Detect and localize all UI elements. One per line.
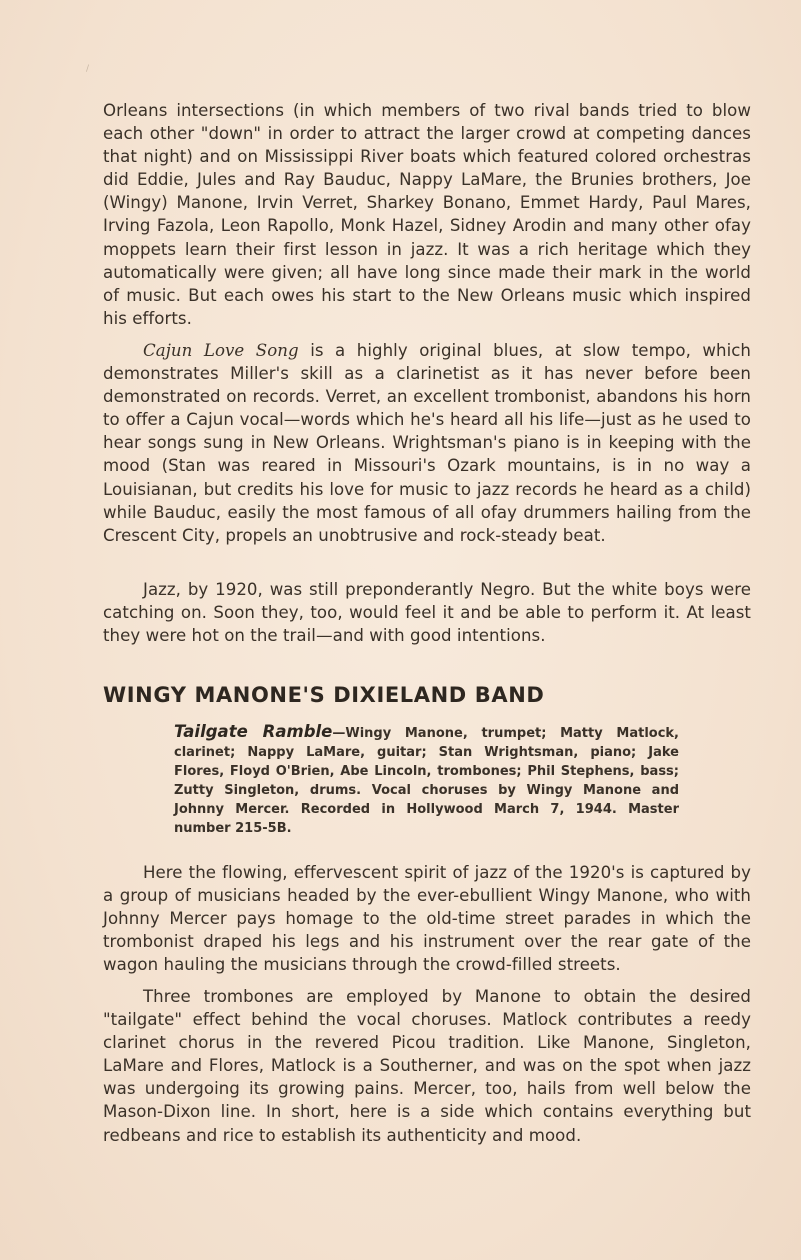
cajun-paragraph bbox=[103, 339, 751, 547]
recording-credits bbox=[174, 722, 679, 838]
intro-text: Orleans intersections (in which members of two rival bands tried to blow each other "down" in order to attract the larger crowd at competing dances that night) and on Mississippi River boats which featured colored orchestras did Eddie, Jules and Ray Bauduc, Nappy LaMare, the Brunies brothers, Joe (Wingy) Manone, Irvin Verret, Sharkey Bonano, Emmet Hardy, Paul Mares, Irving Fazola, Leon Rapollo, Monk Hazel, Sidney Arodin and many other ofay moppets learn their first lesson in jazz. It was a rich heritage which they automatically were given; all have long since made their mark in the world of music. But each owes his start to the New Orleans music which inspired his efforts. bbox=[103, 101, 751, 328]
body-text-2: Three trombones are employed by Manone to obtain the desired "tailgate" effect behind the vocal choruses. Matlock contributes a reedy clarinet chorus in the revered Picou tradition. Like Manone, Singleton, LaMare and Flores, Matlock is a Southerner, and was on the spot when jazz was undergoing its growing pains. Mercer, too, hails from well below the Mason-Dixon line. In short, here is a side which contains everything but redbeans and rice to establish its authenticity and mood. bbox=[103, 987, 751, 1145]
intro-paragraph bbox=[103, 99, 751, 330]
section-heading: WINGY MANONE'S DIXIELAND BAND bbox=[103, 683, 545, 707]
body-paragraph-2 bbox=[103, 985, 751, 1147]
jazz-1920-text: Jazz, by 1920, was still preponderantly Negro. But the white boys were catching on. Soon they, too, would feel it and be able to perform it. At least they were hot on the trail—and with good intentions. bbox=[103, 580, 751, 646]
body-paragraph-1 bbox=[103, 861, 751, 976]
credits-text: —Wingy Manone, trumpet; Matty Matlock, clarinet; Nappy LaMare, guitar; Stan Wrightsman, piano; Jake Flores, Floyd O'Brien, Abe Lincoln, trombones; Phil Stephens, bass; Zutty Singleton, drums. Vocal choruses by Wingy Manone and Johnny Mercer. Recorded in Hollywood March 7, 1944. Master number 215-5B. bbox=[174, 726, 679, 836]
track-title: Tailgate Ramble bbox=[174, 722, 333, 741]
jazz-1920-paragraph bbox=[103, 578, 751, 647]
paper-mark: / bbox=[86, 64, 90, 74]
cajun-song-title: Cajun Love Song bbox=[143, 341, 299, 360]
body-text-1: Here the flowing, effervescent spirit of jazz of the 1920's is captured by a group of musicians headed by the ever-ebullient Wingy Manone, who with Johnny Mercer pays homage to the old-time street parades in which the trombonist draped his legs and his instrument over the rear gate of the wagon hauling the musicians through the crowd-filled streets. bbox=[103, 863, 751, 975]
cajun-text: is a highly original blues, at slow tempo, which demonstrates Miller's skill as a clarinetist as it has never before been demonstrated on records. Verret, an excellent trombonist, abandons his horn to offer a Cajun vocal—words which he's heard all his life—just as he used to hear songs sung in New Orleans. Wrightsman's piano is in keeping with the mood (Stan was reared in Missouri's Ozark mountains, is in no way a Louisianan, but credits his love for music to jazz records he heard as a child) while Bauduc, easily the most famous of all ofay drummers hailing from the Crescent City, propels an unobtrusive and rock-steady beat. bbox=[103, 341, 751, 545]
